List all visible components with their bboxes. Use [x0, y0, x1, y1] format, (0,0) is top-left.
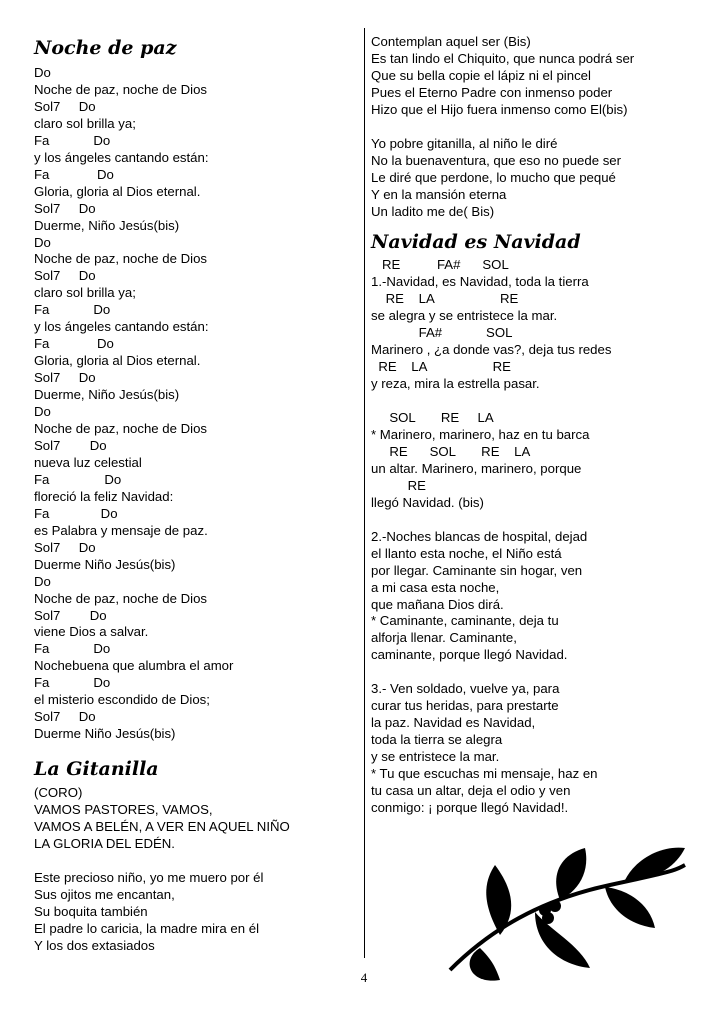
- lyric-line: Gloria, gloria al Dios eternal.: [34, 353, 201, 369]
- lyric-line: [371, 119, 701, 136]
- lyric-line: Hizo que el Hijo fuera inmenso como El(bis): [371, 101, 628, 117]
- lyric-line: 1.-Navidad, es Navidad, toda la tierra: [371, 274, 589, 290]
- lyric-line: Sol7 Do: [34, 200, 96, 216]
- lyric-line: Duerme Niño Jesús(bis): [34, 556, 176, 572]
- lyric-line: Fa Do: [34, 505, 118, 521]
- lyric-line: Fa Do: [34, 302, 111, 318]
- lyric-line: Fa Do: [34, 132, 111, 148]
- lyric-line: RE: [371, 477, 426, 493]
- lyric-line: tu casa un altar, deja el odio y ven: [371, 782, 571, 798]
- lyric-line: floreció la feliz Navidad:: [34, 488, 174, 504]
- lyric-line: alforja llenar. Caminante,: [371, 630, 517, 646]
- lyric-line: el llanto esta noche, el Niño está: [371, 545, 562, 561]
- column-divider: [364, 28, 365, 958]
- lyric-line: VAMOS A BELÉN, A VER EN AQUEL NIÑO: [34, 819, 290, 835]
- lyric-line: Fa Do: [34, 675, 111, 691]
- lyric-line: Sol7 Do: [34, 98, 96, 114]
- lyric-line: a mi casa esta noche,: [371, 579, 500, 595]
- song-lyrics-noche-de-paz: [34, 65, 334, 743]
- lyric-line: Y en la mansión eterna: [371, 186, 507, 202]
- lyric-line: Fa Do: [34, 471, 122, 487]
- lyric-line: RE SOL RE LA: [371, 443, 531, 459]
- lyric-line: claro sol brilla ya;: [34, 115, 136, 131]
- lyric-line: conmigo: ¡ porque llegó Navidad!.: [371, 799, 569, 815]
- holly-branch-icon: [440, 840, 690, 990]
- lyric-line: viene Dios a salvar.: [34, 624, 149, 640]
- lyric-line: el misterio escondido de Dios;: [34, 692, 210, 708]
- lyric-line: FA# SOL: [371, 325, 513, 341]
- lyric-line: es Palabra y mensaje de paz.: [34, 522, 208, 538]
- lyric-line: Do: [34, 65, 51, 80]
- lyric-line: Este precioso niño, yo me muero por él: [34, 869, 264, 885]
- lyric-line: llegó Navidad. (bis): [371, 494, 484, 510]
- lyric-line: [34, 853, 334, 870]
- song-title-noche-de-paz: Noche de paz: [34, 37, 177, 59]
- lyric-line: Gloria, gloria al Dios eternal.: [34, 183, 201, 199]
- lyric-line: por llegar. Caminante sin hogar, ven: [371, 562, 583, 578]
- lyric-line: curar tus heridas, para prestarte: [371, 698, 559, 714]
- lyric-line: Nochebuena que alumbra el amor: [34, 658, 234, 674]
- lyric-line: Sol7 Do: [34, 607, 107, 623]
- lyric-line: Y los dos extasiados: [34, 937, 155, 953]
- song-title-la-gitanilla: La Gitanilla: [34, 758, 159, 781]
- song-lyrics-continuation: [371, 34, 701, 220]
- lyric-line: Sol7 Do: [34, 539, 96, 555]
- lyric-line: RE LA RE: [371, 359, 511, 375]
- lyric-line: [371, 512, 701, 529]
- lyric-line: Noche de paz, noche de Dios: [34, 421, 208, 437]
- lyric-line: Que su bella copie el lápiz ni el pincel: [371, 67, 591, 83]
- lyric-line: * Marinero, marinero, haz en tu barca: [371, 426, 590, 442]
- left-column: [34, 28, 334, 955]
- lyric-line: * Caminante, caminante, deja tu: [371, 613, 559, 629]
- lyric-line: LA GLORIA DEL EDÉN.: [34, 835, 175, 851]
- lyric-line: RE LA RE: [371, 291, 519, 307]
- lyric-line: nueva luz celestial: [34, 454, 142, 470]
- page-number: 4: [360, 970, 368, 985]
- lyric-line: que mañana Dios dirá.: [371, 596, 504, 612]
- lyric-line: toda la tierra se alegra: [371, 732, 503, 748]
- lyric-line: Pues el Eterno Padre con inmenso poder: [371, 84, 613, 100]
- lyric-line: Duerme, Niño Jesús(bis): [34, 217, 180, 233]
- lyric-line: Sol7 Do: [34, 709, 96, 725]
- lyric-line: Le diré que perdone, lo mucho que pequé: [371, 169, 616, 185]
- lyric-line: y los ángeles cantando están:: [34, 149, 209, 165]
- lyric-line: la paz. Navidad es Navidad,: [371, 715, 536, 731]
- song-lyrics-navidad-es-navidad: [371, 257, 701, 816]
- lyric-line: VAMOS PASTORES, VAMOS,: [34, 802, 213, 818]
- lyric-line: y los ángeles cantando están:: [34, 319, 209, 335]
- lyric-line: Duerme, Niño Jesús(bis): [34, 387, 180, 403]
- lyric-line: Sol7 Do: [34, 268, 96, 284]
- lyric-line: Fa Do: [34, 641, 111, 657]
- lyric-line: 2.-Noches blancas de hospital, dejad: [371, 528, 588, 544]
- lyric-line: Sus ojitos me encantan,: [34, 886, 175, 902]
- lyric-line: Noche de paz, noche de Dios: [34, 590, 208, 606]
- lyric-line: SOL RE LA: [371, 410, 494, 426]
- lyric-line: Do: [34, 234, 51, 250]
- right-column: [371, 28, 701, 817]
- lyric-line: 3.- Ven soldado, vuelve ya, para: [371, 681, 560, 697]
- lyric-line: Noche de paz, noche de Dios: [34, 81, 208, 97]
- lyric-line: un altar. Marinero, marinero, porque: [371, 460, 582, 476]
- lyric-line: Marinero , ¿a donde vas?, deja tus redes: [371, 342, 612, 358]
- lyric-line: Un ladito me de( Bis): [371, 203, 495, 219]
- lyric-line: se alegra y se entristece la mar.: [371, 308, 558, 324]
- lyric-line: Do: [34, 573, 51, 589]
- lyric-line: Do: [34, 404, 51, 420]
- lyric-line: Fa Do: [34, 166, 114, 182]
- lyric-line: Sol7 Do: [34, 370, 96, 386]
- lyric-line: Su boquita también: [34, 903, 148, 919]
- lyric-line: claro sol brilla ya;: [34, 285, 136, 301]
- lyric-line: y reza, mira la estrella pasar.: [371, 376, 540, 392]
- lyric-line: RE FA# SOL: [371, 257, 509, 273]
- lyric-line: El padre lo caricia, la madre mira en él: [34, 920, 260, 936]
- lyric-line: Contemplan aquel ser (Bis): [371, 34, 531, 49]
- song-title-navidad-es-navidad: Navidad es Navidad: [371, 231, 581, 254]
- lyric-line: Duerme Niño Jesús(bis): [34, 726, 176, 742]
- lyric-line: No la buenaventura, que eso no puede ser: [371, 152, 622, 168]
- lyric-line: y se entristece la mar.: [371, 749, 500, 765]
- lyric-line: (CORO): [34, 785, 83, 801]
- lyric-line: Es tan lindo el Chiquito, que nunca podrá ser: [371, 50, 635, 66]
- lyric-line: Yo pobre gitanilla, al niño le diré: [371, 135, 558, 151]
- lyric-line: [371, 393, 701, 410]
- lyric-line: [371, 664, 701, 681]
- lyric-line: * Tu que escuchas mi mensaje, haz en: [371, 766, 598, 782]
- lyric-line: Noche de paz, noche de Dios: [34, 251, 208, 267]
- lyric-line: Sol7 Do: [34, 437, 107, 453]
- lyric-line: caminante, porque llegó Navidad.: [371, 647, 568, 663]
- song-lyrics-la-gitanilla: [34, 785, 334, 955]
- lyric-line: Fa Do: [34, 336, 114, 352]
